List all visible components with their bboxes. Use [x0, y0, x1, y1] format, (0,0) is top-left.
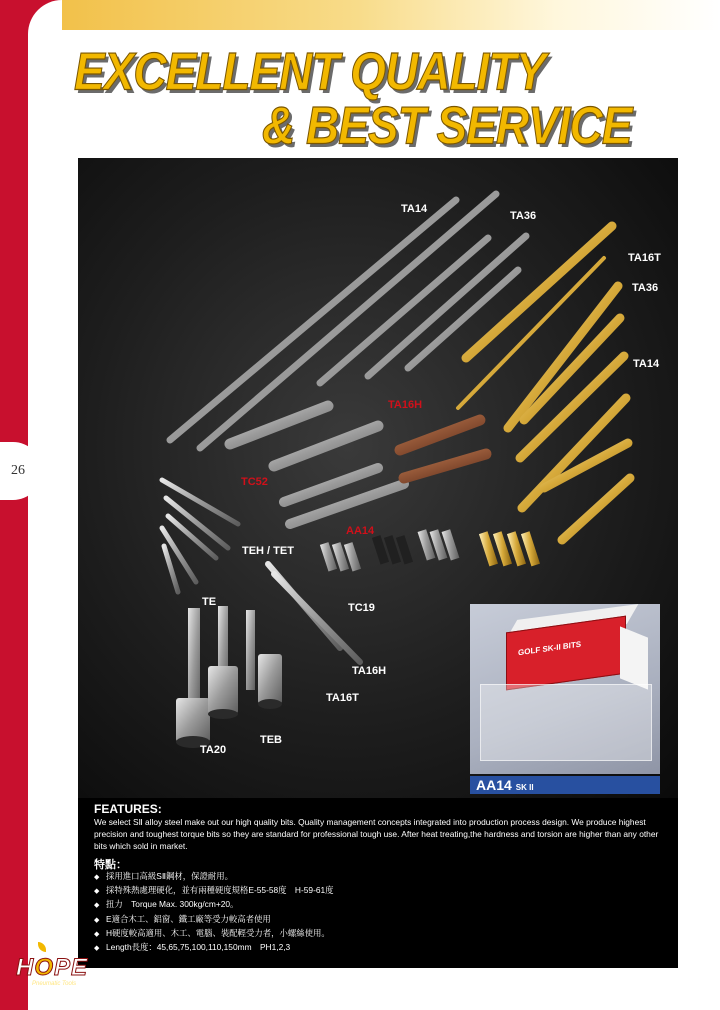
label-ta16t: TA16T	[326, 692, 359, 704]
list-item: ◆ 採特殊熱處理硬化，並有兩種硬度規格E-55-58度 H-59-61度	[94, 884, 334, 898]
features-cn-list	[94, 870, 334, 955]
label-ta14: TA14	[401, 203, 428, 215]
box-print: GOLF SK-II BITS	[518, 639, 582, 658]
inset-caption-main: AA14	[476, 777, 512, 793]
inset-caption-small: SK II	[515, 783, 534, 792]
features-cn-title: 特點：	[94, 859, 127, 871]
label-te: TE	[202, 596, 217, 608]
label-ta36: TA36	[510, 210, 537, 222]
product-photo	[78, 158, 678, 798]
double-ended-bits	[230, 406, 486, 524]
diamond-bullet-icon: ◆	[94, 945, 100, 953]
top-gold-band	[62, 0, 720, 30]
diamond-bullet-icon: ◆	[94, 874, 100, 881]
diamond-bullet-icon: ◆	[94, 930, 100, 938]
label-ta14-gold: TA14	[633, 358, 660, 370]
features-title: FEATURES:	[94, 802, 162, 816]
headline-line-2: & BEST SERVICE	[262, 95, 632, 155]
logo-tagline: Pneumatic Tools	[32, 981, 77, 987]
label-ta16t-gold: TA16T	[628, 252, 661, 264]
diamond-bullet-icon: ◆	[94, 888, 100, 896]
long-steel-bits	[170, 194, 526, 448]
page-number: 26	[11, 463, 25, 478]
label-tc19: TC19	[348, 602, 375, 614]
hope-logo: HOPE	[16, 954, 89, 981]
list-item: ◆ E適合木工、鋁窗、鐵工廠等受力較高者使用	[94, 913, 334, 927]
label-ta20: TA20	[200, 744, 227, 756]
product-panel	[78, 158, 678, 968]
list-item: ◆ Length長度：45,65,75,100,110,150mm PH1,2,3	[94, 941, 334, 955]
list-item: ◆ 採用進口高級SⅡ鋼材，保證耐用。	[94, 870, 334, 884]
section-label: Professional Air Tools	[44, 20, 61, 175]
label-ta16h: TA16H	[352, 665, 387, 677]
features-body: We select SⅡ alloy steel make out our high quality bits. Quality management concepts integrated into production process design. We produce highest precision and toughest torque bits so they are standard for professional tough use. After heat treating,the hardness and torsion are higher than any other bits which sold in market.	[94, 817, 659, 851]
nut-setters	[176, 606, 282, 748]
diamond-bullet-icon: ◆	[94, 916, 100, 924]
clear-bit-case	[480, 684, 652, 761]
label-teb: TEB	[260, 734, 282, 746]
inset-caption	[476, 777, 534, 793]
packaging-photo	[470, 604, 660, 774]
label-teh-tet: TEH / TET	[242, 545, 294, 557]
list-item: ◆ 扭力 Torque Max. 300kg/cm+20。	[94, 898, 334, 912]
list-item: ◆ H硬度較高適用、木工、電腦、裝配輕受力者，小螺絲使用。	[94, 927, 334, 941]
diamond-bullet-icon: ◆	[94, 902, 100, 910]
label-tc52: TC52	[241, 476, 268, 488]
label-aa14: AA14	[346, 525, 375, 537]
label-ta16h-red: TA16H	[388, 399, 423, 411]
box-side	[620, 626, 648, 689]
headline-line-1: EXCELLENT QUALITY	[74, 41, 546, 101]
label-ta36-gold: TA36	[632, 282, 659, 294]
